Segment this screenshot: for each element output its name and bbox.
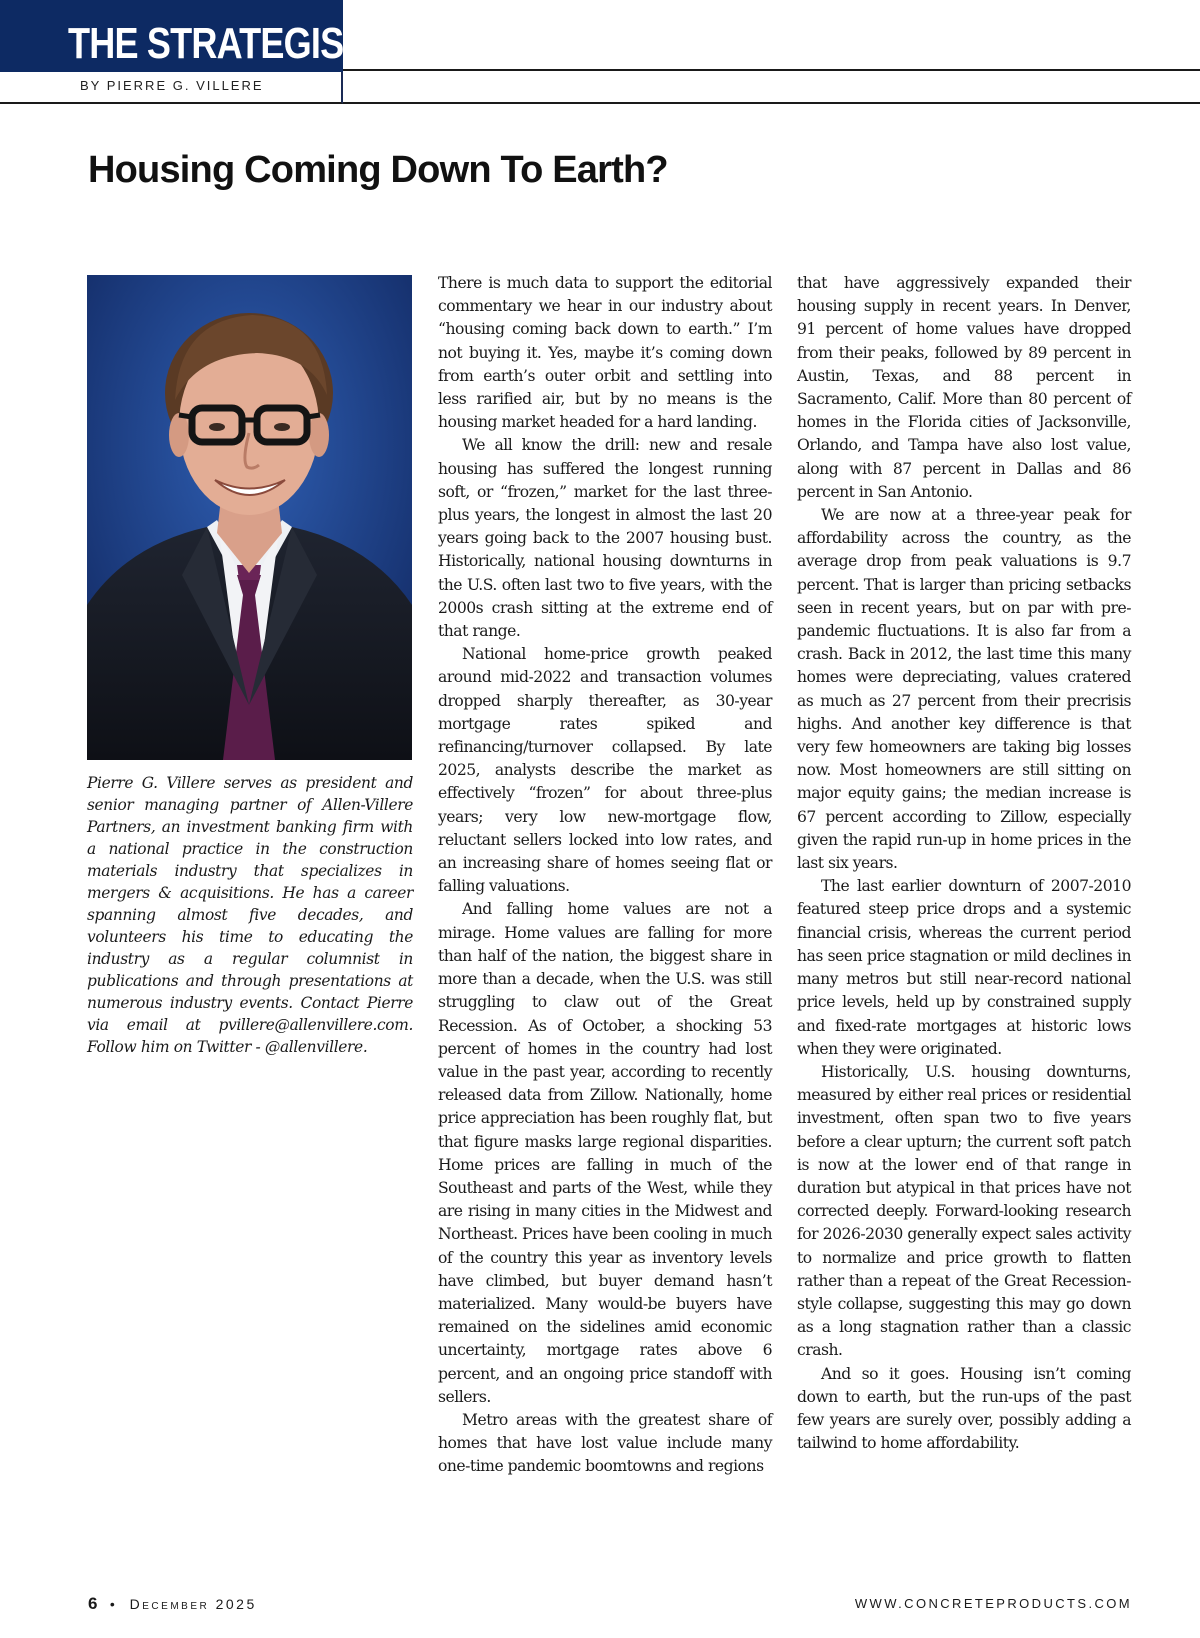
byline: BY PIERRE G. VILLERE [80, 78, 264, 93]
issue-date: December 2025 [129, 1596, 257, 1612]
paragraph: National home-price growth peaked around mid-2022 and transaction volumes dropped sharply thereafter, as 30-year mortgage rates spiked and refinancing/turnover collapsed. By late 2025, analysts describe the market as effectively “frozen” for about three-plus years; very low new-mortgage flow, reluctant sellers locked into low rates, and an increasing share of homes seeing flat or falling valuations. [438, 645, 772, 896]
article-column-2 [797, 272, 1131, 1455]
paragraph: And so it goes. Housing isn’t coming down to earth, but the run-ups of the past few years are surely over, possibly adding a tailwind to home affordability. [797, 1364, 1131, 1453]
column-title: THE STRATEGIST [68, 19, 365, 68]
paragraph: We all know the drill: new and resale housing has suffered the longest running soft, or “frozen,” market for the last three-plus years, the longest in almost the last 20 years going back to the 2007 housing bust. Historically, national housing downturns in the U.S. often last two to five years, with the 2000s crash sitting at the extreme end of that range. [438, 436, 772, 641]
page-footer-left [88, 1594, 257, 1614]
header-rule-top [343, 69, 1200, 71]
author-photo [87, 275, 412, 760]
page-number: 6 [88, 1594, 98, 1613]
article-headline: Housing Coming Down To Earth? [88, 149, 668, 191]
paragraph: We are now at a three-year peak for affordability across the country, as the average drop from peak valuations is 9.7 percent. That is larger than pricing setbacks seen in recent years, but on par with pre-pandemic fluctuations. It is also far from a crash. Back in 2012, the last time this many homes were depreciating, values cratered as much as 27 percent from their precrisis highs. And another key difference is that very few homeowners are taking big losses now. Most homeowners are still sitting on major equity gains; the median increase is 67 percent according to Zillow, especially given the rapid run-up in home prices in the last six years. [797, 506, 1131, 873]
article-column-1 [438, 272, 772, 1479]
website-url: WWW.CONCRETEPRODUCTS.COM [854, 1596, 1132, 1611]
author-bio: Pierre G. Villere serves as president and senior managing partner of Allen-Villere Partners, an investment banking firm with a national practice in the construction materials industry that specializes in mergers & acquisitions. He has a career spanning almost five decades, and volunteers his time to educating the industry as a regular columnist in publications and through presentations at numerous industry events. Contact Pierre via email at pvillere@allenvillere.com. Follow him on Twitter - @allenvillere. [87, 774, 413, 1056]
header-rule-bottom [343, 102, 1200, 104]
footer-separator: • [109, 1596, 118, 1612]
paragraph: that have aggressively expanded their housing supply in recent years. In Denver, 91 percent of home values have dropped from their peaks, followed by 89 percent in Austin, Texas, and 88 percent in Sacramento, Calif. More than 80 percent of homes in the Florida cities of Jacksonville, Orlando, and Tampa have also lost value, along with 87 percent in Dallas and 86 percent in San Antonio. [797, 274, 1131, 501]
paragraph: Metro areas with the greatest share of homes that have lost value include many one-time pandemic boomtowns and regions [438, 1410, 772, 1476]
paragraph: Historically, U.S. housing downturns, measured by either real prices or residential investment, often span two to five years before a clear upturn; the current soft patch is now at the lower end of that range in duration but atypical in that prices have not corrected deeply. Forward-looking research for 2026-2030 generally expect sales activity to normalize and price growth to flatten rather than a repeat of the Great Recession-style collapse, suggesting this may go down as a long stagnation rather than a classic crash. [797, 1062, 1131, 1360]
paragraph: The last earlier downturn of 2007-2010 featured steep price drops and a systemic financial crisis, whereas the current period has seen price stagnation or mild declines in many metros but still near-record national price levels, held up by constrained supply and fixed-rate mortgages at historic lows when they were originated. [797, 877, 1131, 1058]
masthead [0, 0, 365, 104]
paragraph: And falling home values are not a mirage. Home values are falling for more than half of the nation, the biggest share in more than a decade, when the U.S. was still struggling to claw out of the Great Recession. As of October, a shocking 53 percent of homes in the country had lost value in the past year, according to recently released data from Zillow. Nationally, home price appreciation has been roughly flat, but that figure masks large regional disparities. Home prices are falling in much of the Southeast and parts of the West, while they are rising in many cities in the Midwest and Northeast. Prices have been cooling in much of the country this year as inventory levels have climbed, but buyer demand hasn’t materialized. Many would-be buyers have remained on the sidelines amid economic uncertainty, mortgage rates above 6 percent, and an ongoing price standoff with sellers. [438, 900, 772, 1406]
paragraph: There is much data to support the editorial commentary we hear in our industry about “housing coming back down to earth.” I’m not buying it. Yes, maybe it’s coming down from earth’s outer orbit and settling into less rarified air, but by no means is the housing market headed for a hard landing. [438, 274, 772, 432]
